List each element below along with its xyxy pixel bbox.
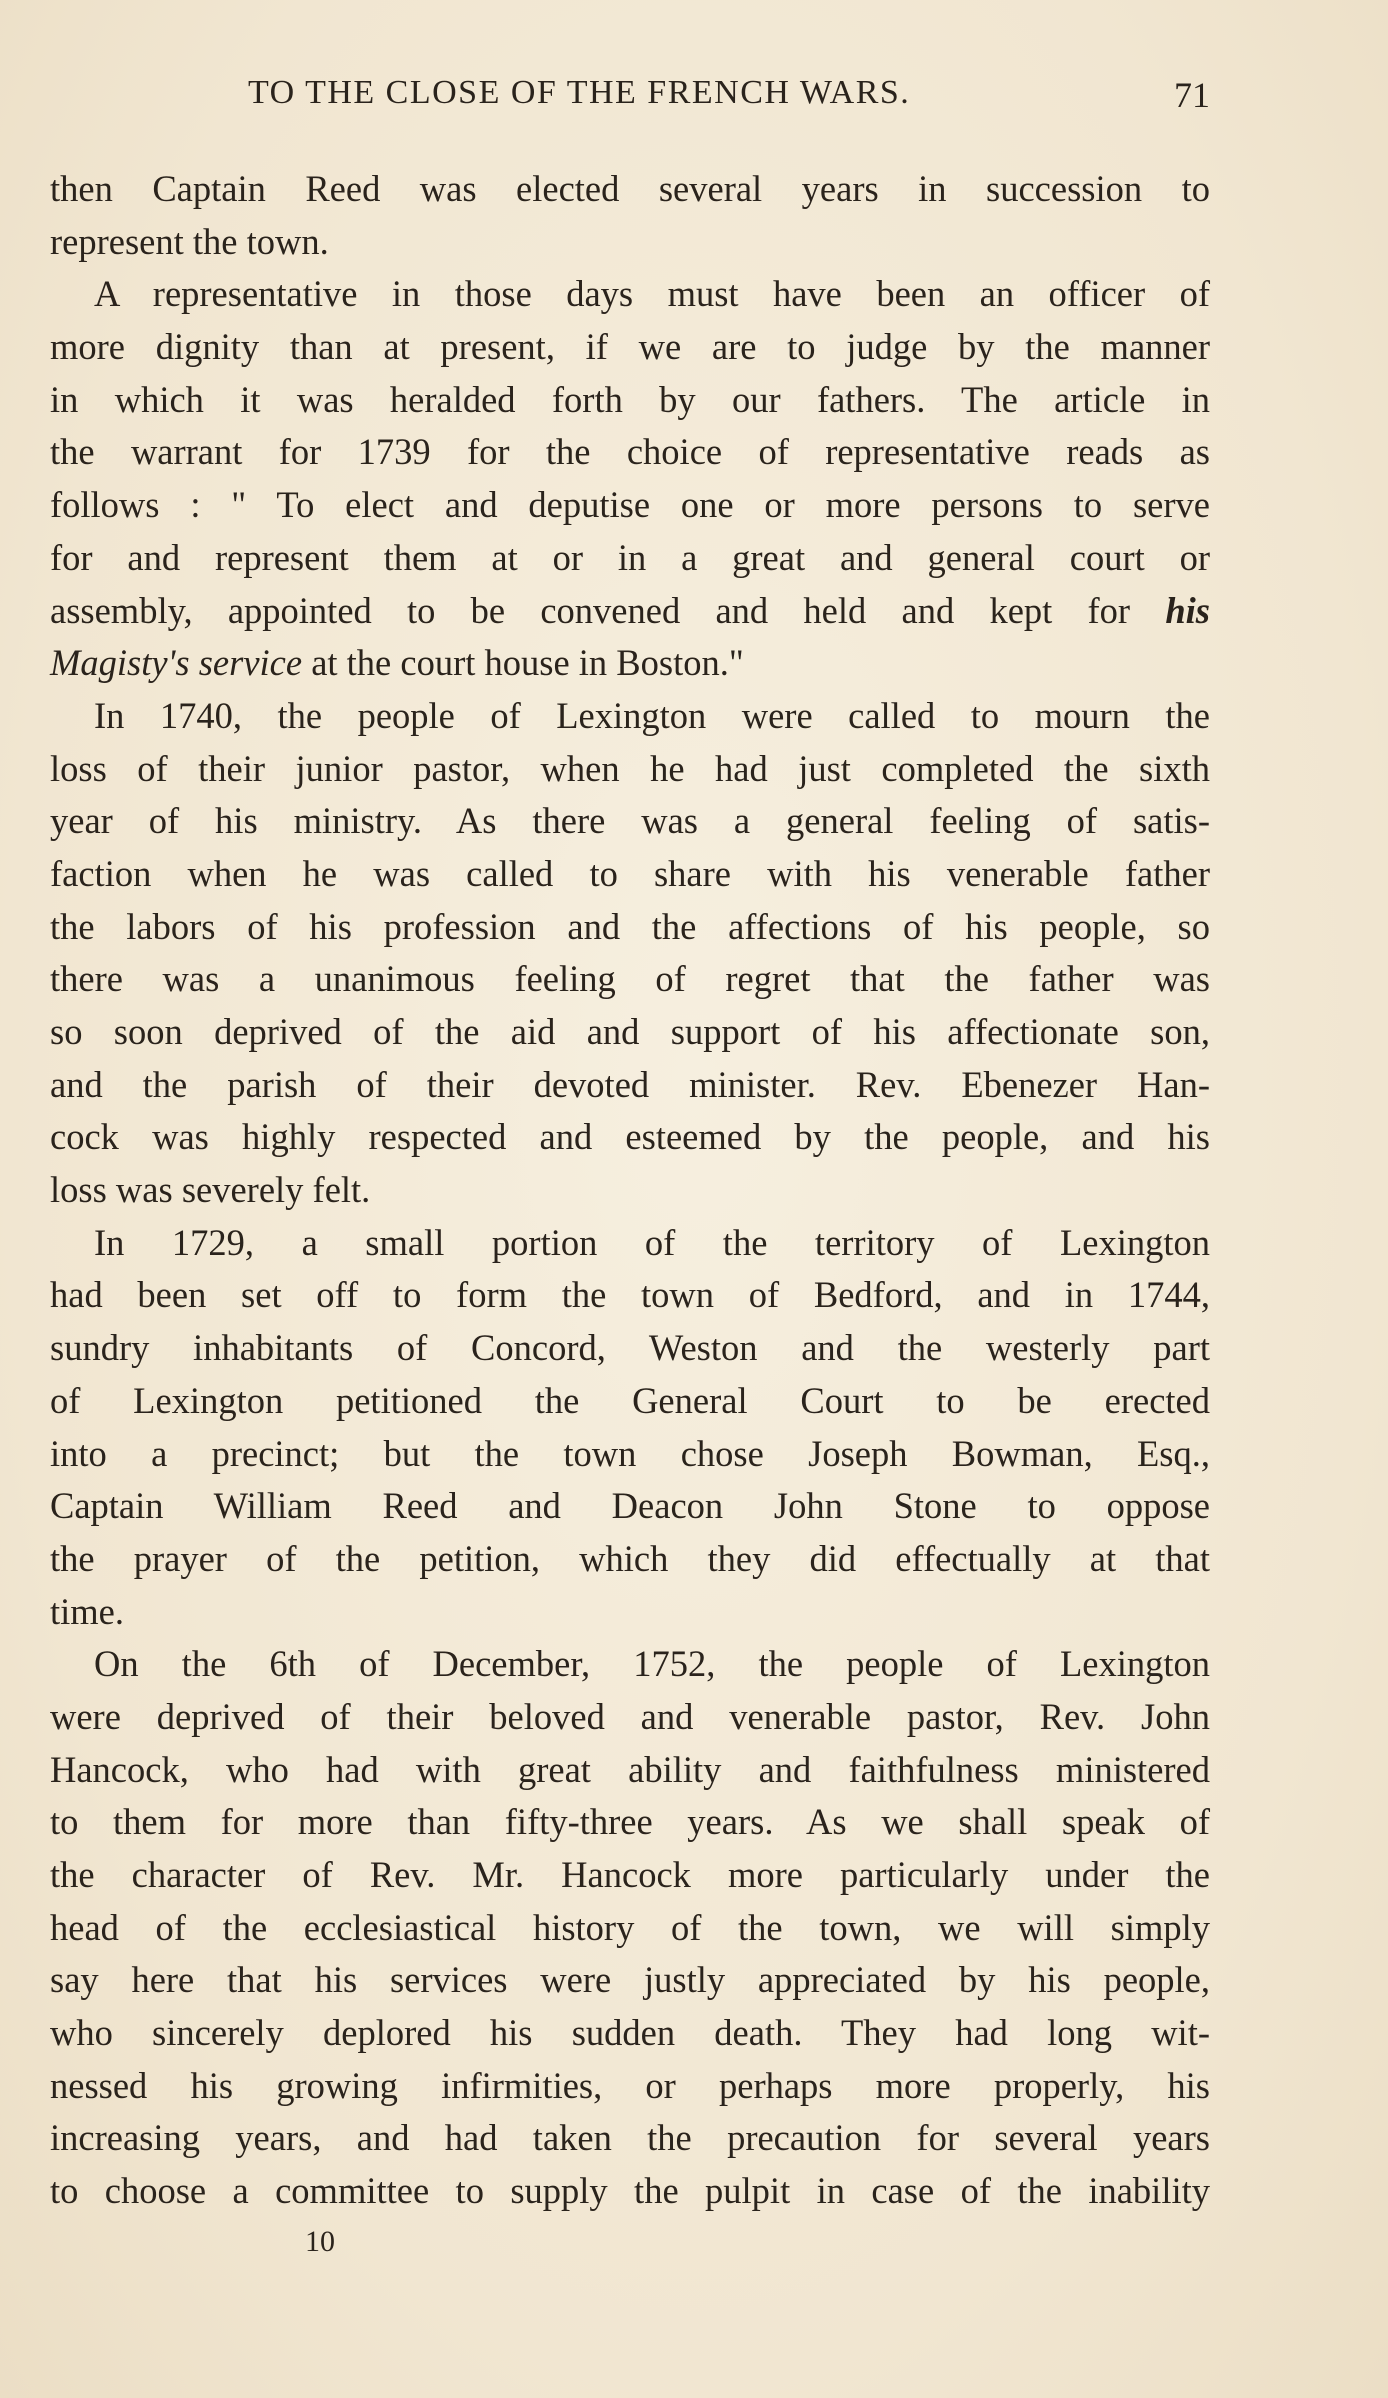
text-line: who sincerely deplored his sudden death. They had long wit- [50, 2012, 1210, 2054]
text-line: sundry inhabitants of Concord, Weston and the westerly part [50, 1327, 1210, 1369]
text-line: say here that his services were justly appreciated by his people, [50, 1959, 1210, 2001]
text-line: nessed his growing infirmities, or perhaps more properly, his [50, 2064, 1210, 2106]
running-title: TO THE CLOSE OF THE FRENCH WARS. [248, 74, 911, 111]
italic-his: his [1165, 589, 1210, 631]
text-line [50, 637, 1210, 690]
text-line: time. [50, 1590, 124, 1632]
text-line: cock was highly respected and esteemed by the people, and his [50, 1116, 1210, 1158]
text-segment: assembly, appointed to be convened and held and kept for [50, 589, 1131, 631]
text-line: loss of their junior pastor, when he had just completed the sixth [50, 747, 1210, 789]
text-line: the prayer of the petition, which they did effectually at that [50, 1537, 1210, 1579]
italic-phrase: Magisty's service [50, 642, 303, 684]
text-line: Captain William Reed and Deacon John Stone to oppose [50, 1485, 1210, 1527]
text-line: to choose a committee to supply the pulpit in case of the inability [50, 2170, 1210, 2212]
text-line: year of his ministry. As there was a general feeling of satis- [50, 800, 1210, 842]
page-number: 71 [1174, 75, 1210, 115]
text-line: of Lexington petitioned the General Court to be erected [50, 1379, 1210, 1421]
text-line: into a precinct; but the town chose Joseph Bowman, Esq., [50, 1432, 1210, 1474]
text-line: the labors of his profession and the affections of his people, so [50, 905, 1210, 947]
running-head [50, 74, 1210, 124]
text-line: the character of Rev. Mr. Hancock more particularly under the [50, 1854, 1210, 1895]
text-line: more dignity than at present, if we are to judge by the manner [50, 326, 1210, 368]
text-line: there was a unanimous feeling of regret that the father was [50, 958, 1210, 1000]
text-line: then Captain Reed was elected several years in succession to [50, 168, 1210, 209]
paragraph-start-line: In 1729, a small portion of the territory of Lexington [94, 1221, 1210, 1263]
text-line: and the parish of their devoted minister. Rev. Ebenezer Han- [50, 1063, 1210, 1105]
text-line: represent the town. [50, 220, 329, 262]
paragraph-start-line: A representative in those days must have been an officer of [94, 273, 1210, 315]
paragraph-start-line: In 1740, the people of Lexington were called to mourn the [94, 694, 1210, 736]
paragraph-start-line: On the 6th of December, 1752, the people of Lexington [94, 1643, 1210, 1685]
text-line: in which it was heralded forth by our fathers. The article in [50, 378, 1210, 420]
text-line: the warrant for 1739 for the choice of representative reads as [50, 431, 1210, 473]
text-line: so soon deprived of the aid and support of his affectionate son, [50, 1011, 1210, 1052]
text-line: were deprived of their beloved and venerable pastor, Rev. John [50, 1695, 1210, 1737]
text-line: follows : " To elect and deputise one or more persons to serve [50, 484, 1210, 526]
text-line: loss was severely felt. [50, 1169, 371, 1211]
text-line: increasing years, and had taken the precaution for several years [50, 2117, 1210, 2159]
text-line: faction when he was called to share with his venerable father [50, 852, 1210, 894]
text-segment: at the court house in Boston." [302, 642, 744, 684]
text-line [50, 585, 1210, 638]
text-line: had been set off to form the town of Bedford, and in 1744, [50, 1274, 1210, 1316]
text-line: head of the ecclesiastical history of the town, we will simply [50, 1906, 1210, 1948]
text-line: to them for more than fifty-three years. As we shall speak of [50, 1801, 1210, 1843]
text-line: for and represent them at or in a great and general court or [50, 536, 1210, 578]
signature-mark: 10 [305, 2225, 335, 2258]
text-line: Hancock, who had with great ability and faithfulness ministered [50, 1748, 1210, 1790]
body-text [50, 163, 1210, 2218]
